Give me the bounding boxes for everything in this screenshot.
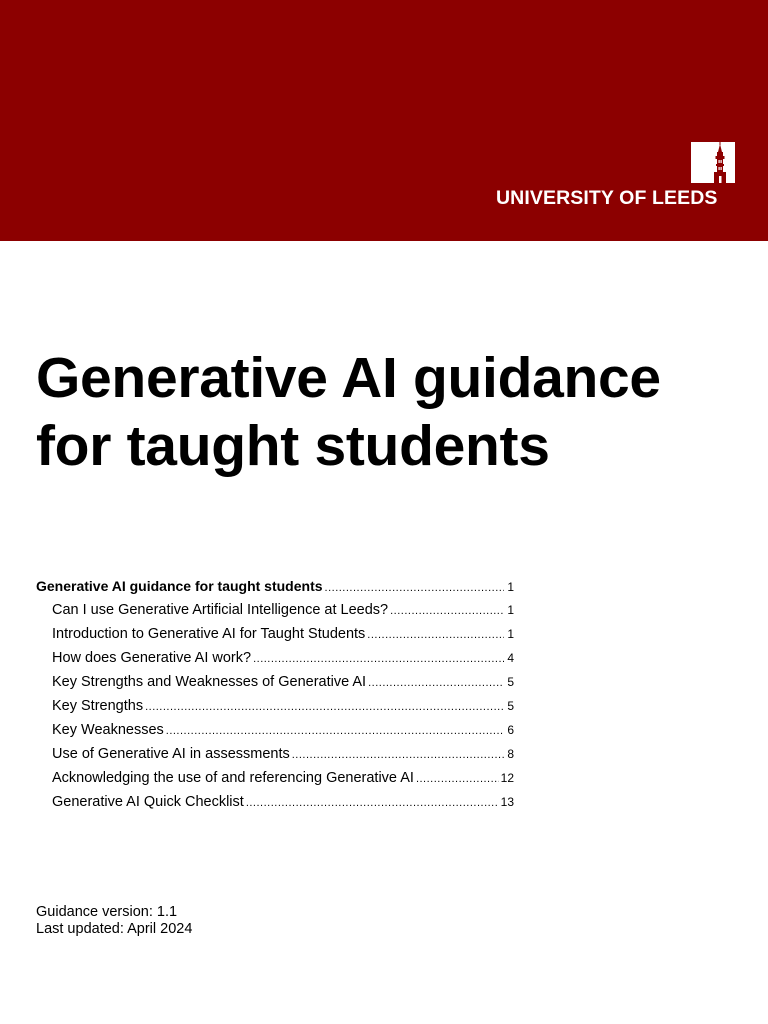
toc-page-number: 13 bbox=[500, 795, 514, 809]
toc-dot-leader bbox=[368, 677, 504, 689]
toc-entry-label: Key Strengths and Weaknesses of Generative AI bbox=[52, 674, 367, 690]
toc-entry-label: Key Weaknesses bbox=[52, 722, 164, 738]
toc-entry-label: Use of Generative AI in assessments bbox=[52, 746, 290, 762]
header-banner bbox=[0, 0, 768, 241]
university-name: UNIVERSITY OF LEEDS bbox=[496, 187, 718, 209]
toc-entry-label: How does Generative AI work? bbox=[52, 650, 252, 666]
last-updated: Last updated: April 2024 bbox=[36, 921, 193, 937]
table-of-contents bbox=[36, 578, 514, 818]
toc-page-number: 1 bbox=[507, 580, 514, 594]
toc-dot-leader bbox=[367, 629, 504, 641]
toc-entry-label: Generative AI guidance for taught students bbox=[36, 578, 323, 594]
toc-entry[interactable] bbox=[36, 626, 514, 650]
toc-entry-label: Generative AI Quick Checklist bbox=[52, 794, 244, 810]
toc-entry-label: Introduction to Generative AI for Taught Students bbox=[52, 626, 366, 642]
toc-page-number: 4 bbox=[507, 651, 514, 665]
toc-entry-label: Key Strengths bbox=[52, 698, 144, 714]
toc-entry[interactable] bbox=[36, 674, 514, 698]
toc-page-number: 1 bbox=[507, 627, 514, 641]
toc-entry-label: Can I use Generative Artificial Intelligence at Leeds? bbox=[52, 602, 389, 618]
toc-dot-leader bbox=[292, 749, 504, 761]
toc-page-number: 6 bbox=[507, 723, 514, 737]
guidance-version: Guidance version: 1.1 bbox=[36, 904, 178, 920]
page-title bbox=[36, 344, 661, 480]
toc-page-number: 5 bbox=[507, 699, 514, 713]
toc-entry[interactable] bbox=[36, 722, 514, 746]
toc-dot-leader bbox=[145, 701, 504, 713]
toc-entry[interactable] bbox=[36, 698, 514, 722]
toc-page-number: 8 bbox=[507, 747, 514, 761]
toc-dot-leader bbox=[166, 725, 504, 737]
toc-dot-leader bbox=[390, 605, 504, 617]
toc-entry[interactable] bbox=[36, 602, 514, 626]
toc-entry[interactable] bbox=[36, 578, 514, 602]
toc-entry-label: Acknowledging the use of and referencing Generative AI bbox=[52, 770, 414, 786]
toc-page-number: 12 bbox=[500, 771, 514, 785]
toc-dot-leader bbox=[253, 653, 504, 665]
page-title-line-2: for taught students bbox=[36, 414, 550, 478]
toc-entry[interactable] bbox=[36, 770, 514, 794]
toc-dot-leader bbox=[416, 773, 499, 785]
toc-entry[interactable] bbox=[36, 794, 514, 818]
toc-dot-leader bbox=[246, 797, 499, 809]
toc-page-number: 5 bbox=[507, 675, 514, 689]
page-title-line-1: Generative AI guidance bbox=[36, 346, 661, 410]
toc-page-number: 1 bbox=[507, 603, 514, 617]
toc-dot-leader bbox=[325, 582, 504, 594]
university-tower-icon bbox=[691, 142, 735, 183]
document-meta bbox=[36, 904, 192, 938]
toc-entry[interactable] bbox=[36, 650, 514, 674]
toc-entry[interactable] bbox=[36, 746, 514, 770]
